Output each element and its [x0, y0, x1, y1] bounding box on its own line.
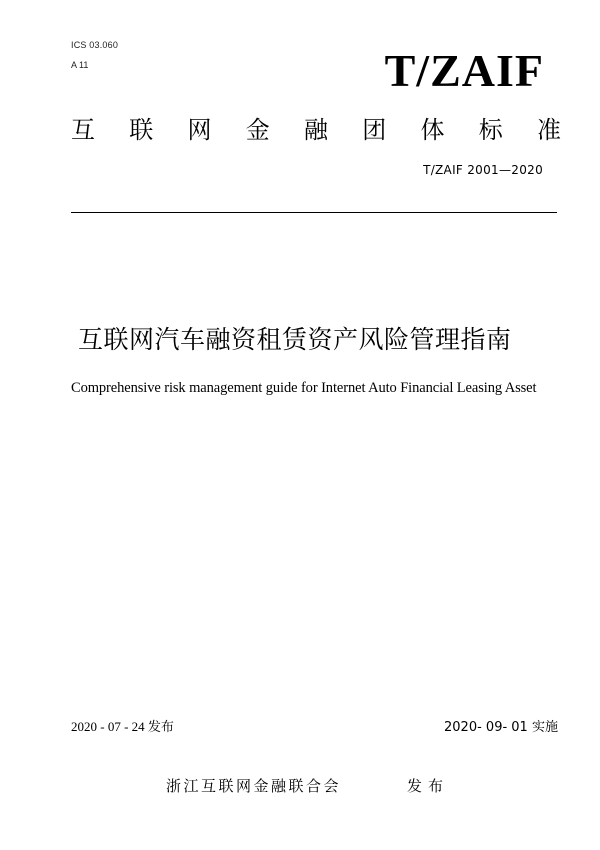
classification-code: A 11 [71, 60, 89, 70]
publish-date-label: 发布 [147, 720, 174, 735]
implementation-date-label: 实施 [531, 720, 558, 735]
standard-type-char: 标 [478, 116, 503, 144]
standard-type-heading [71, 115, 561, 145]
standard-type-char: 互 [71, 116, 95, 144]
standard-type-char: 体 [420, 116, 445, 144]
publish-date-value: 2020 - 07 - 24 [71, 719, 145, 734]
standard-type-char: 团 [362, 116, 387, 144]
standard-type-char: 融 [304, 116, 328, 144]
publisher-action: 发布 [407, 777, 450, 795]
document-title-english: Comprehensive risk management guide for Internet Auto Financial Leasing Asset [71, 380, 537, 396]
implementation-date-value: 2020- 09- 01 [444, 720, 528, 735]
standard-number: T/ZAIF 2001—2020 [423, 163, 543, 177]
ics-code: ICS 03.060 [71, 40, 119, 50]
standard-type-char: 准 [537, 116, 561, 144]
header-divider [71, 212, 557, 213]
standard-type-char: 网 [187, 116, 212, 144]
document-title-chinese: 互联网汽车融资租赁资产风险管理指南 [78, 325, 512, 354]
publish-date [71, 716, 174, 735]
standard-type-char: 联 [129, 116, 154, 144]
publisher-name: 浙江互联网金融联合会 [166, 777, 342, 795]
standard-logo: T/ZAIF [384, 45, 544, 96]
standard-type-char: 金 [245, 116, 270, 144]
implementation-date [444, 716, 558, 735]
